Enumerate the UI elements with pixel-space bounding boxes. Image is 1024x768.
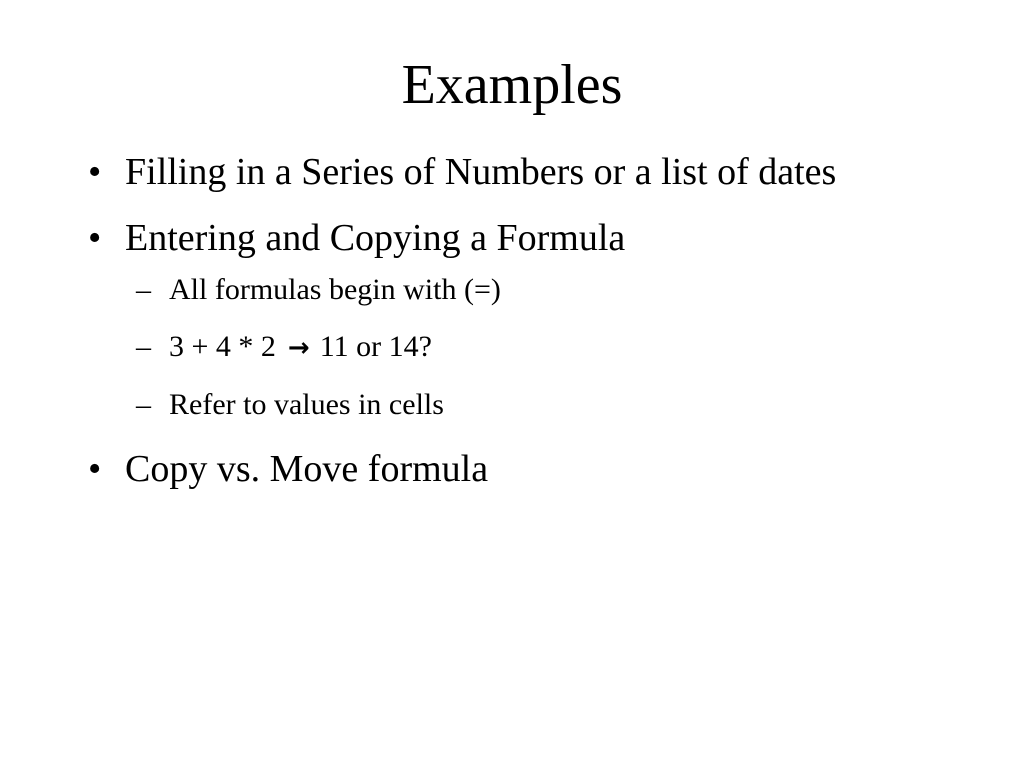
bullet-marker: • [88,217,102,259]
sub-bullet-marker: – [136,273,151,306]
bullet-list [88,148,908,494]
sub-bullet-text: Refer to values in cells [169,388,444,421]
slide-title: Examples [401,54,623,116]
bullet-text: Copy vs. Move formula [125,448,489,490]
bullet-marker: • [88,448,102,490]
sub-bullet-marker: – [136,330,151,363]
bullet-item [88,445,908,494]
sub-bullet-item [136,268,908,312]
sub-bullet-marker: – [136,388,151,421]
bullet-text: Filling in a Series of Numbers or a list of dates [125,151,837,193]
sub-bullet-item [136,383,908,427]
expression-text: 3 + 4 * 2 [169,330,276,363]
bullet-text: Entering and Copying a Formula [125,217,626,259]
result-text: 11 or 14? [319,330,432,363]
bullet-item [88,148,908,197]
sub-bullet-list [136,268,908,427]
sub-bullet-item [136,325,908,370]
bullet-marker: • [88,151,102,193]
right-arrow-icon: → [287,333,310,363]
sub-bullet-text: All formulas begin with (=) [169,273,501,306]
bullet-item [88,214,908,263]
